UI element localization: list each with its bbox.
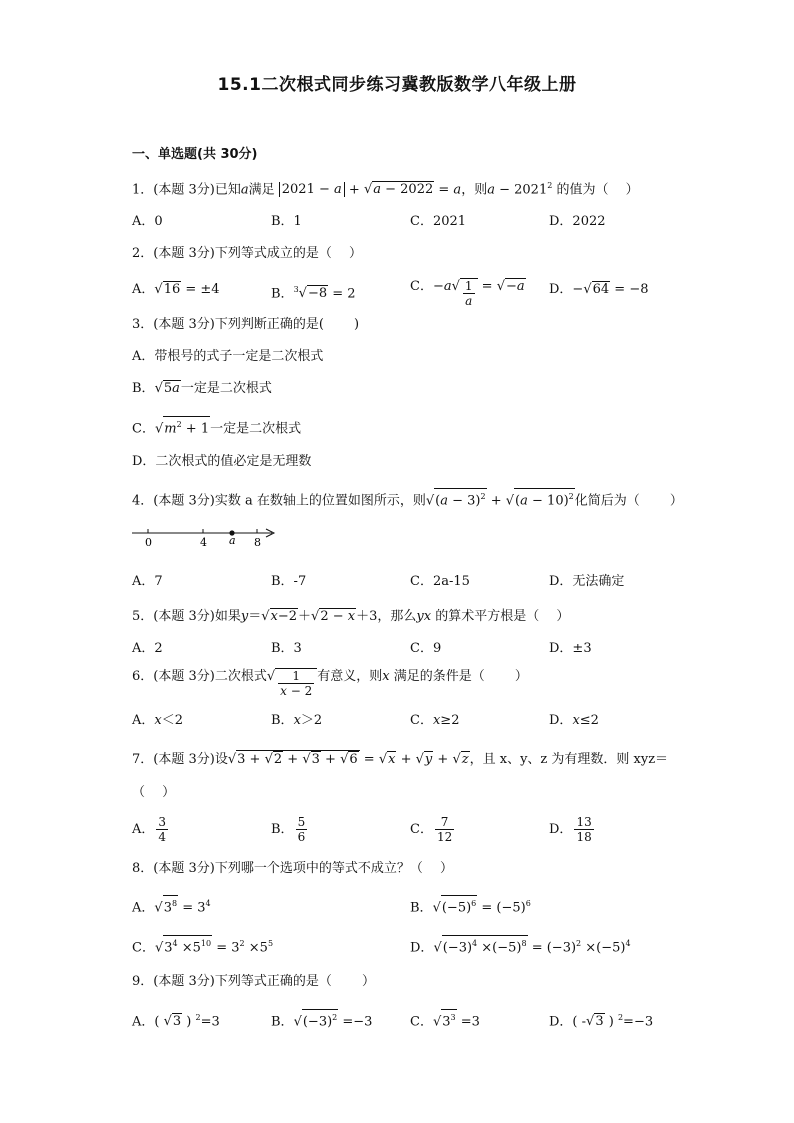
q3-option-d: D．二次根式的值必定是无理数	[132, 454, 312, 469]
question-7: 7．(本题 3分)设√3 + √2 + √3 + √6 = √x + √y + √z，且 x、y、z 为有理数．则 xyz＝	[132, 752, 669, 767]
tick-8: 8	[254, 536, 261, 549]
q8-option-a: A．$√3^8 = 3^4$	[132, 895, 211, 917]
q2-option-d: D．−√64 = −8	[549, 282, 649, 297]
question-7-blank: （ ）	[132, 785, 176, 800]
q5-option-d: D．±3	[549, 641, 592, 656]
q6-option-d: D．x≤2	[549, 713, 599, 728]
q9-option-d: D．( -√3 ) $^2$=−3	[549, 1013, 654, 1030]
number-line-figure	[128, 520, 288, 550]
q1-option-c: C．2021	[410, 214, 467, 229]
tick-4: 4	[200, 536, 207, 549]
q3-option-b: B．√5a一定是二次根式	[132, 381, 272, 396]
q9-option-b: B．$√(-3)^2 =-3$	[271, 1009, 372, 1031]
tick-0: 0	[145, 536, 152, 549]
q3-option-a: A．带根号的式子一定是二次根式	[132, 349, 324, 364]
q4-option-d: D．无法确定	[549, 574, 625, 589]
q2-option-a: A．√16 = ±4	[132, 282, 220, 297]
q1-option-a: A．0	[132, 214, 163, 229]
question-9: 9．(本题 3分)下列等式正确的是（ ）	[132, 974, 375, 989]
q7-option-d: D． $\frac{13}{18}$	[549, 815, 592, 844]
question-3: 3．(本题 3分)下列判断正确的是( )	[132, 317, 360, 332]
q2-option-c: C．−a√ $\frac{1}{a}$ = √−a	[410, 279, 525, 308]
q5-option-c: C．9	[410, 641, 442, 656]
question-1: 1．(本题 3分)已知a满足 2021 − a + √a − 2022 = a，则$a - 2021^2$ 的值为（ ）	[132, 181, 639, 198]
q8-option-b: B．$√(-5)^6 = (-5)^6$	[410, 895, 531, 917]
q2-option-b: B．$^3$√−8 = 2	[271, 285, 356, 302]
q8-option-d: D．$√(-3)^4 \times(-5)^8 = (-3)^2 \times(-5)^4$	[410, 935, 631, 957]
section-heading: 一、单选题(共 30分)	[132, 147, 258, 162]
q4-option-b: B．-7	[271, 574, 307, 589]
q5-option-b: B．3	[271, 641, 302, 656]
q7-option-c: C． $\frac{7}{12}$	[410, 815, 453, 844]
q5-option-a: A．2	[132, 641, 163, 656]
q9-option-a: A．( √3 ) $^2$=3	[132, 1013, 220, 1030]
q8-option-c: C．$√3^4 \times 5^{10} = 3^2 \times 5^5$	[132, 935, 273, 957]
q1-option-d: D．2022	[549, 214, 606, 229]
q6-option-c: C．x≥2	[410, 713, 460, 728]
question-6: 6．(本题 3分)二次根式√ $\frac{1}{x - 2}$ 有意义，则x 满足的条件是（ ）	[132, 669, 528, 698]
q3-option-c: C．$√m^2 + 1$一定是二次根式	[132, 416, 301, 438]
q1-option-b: B．1	[271, 214, 302, 229]
question-8: 8．(本题 3分)下列哪一个选项中的等式不成立？（ ）	[132, 861, 453, 876]
q7-option-a: A． $\frac{3}{4}$	[132, 815, 167, 844]
page-title: 15.1二次根式同步练习冀教版数学八年级上册	[217, 75, 577, 95]
q4-option-a: A．7	[132, 574, 163, 589]
q9-option-c: C．$√3^3 =3$	[410, 1009, 480, 1031]
q4-option-c: C．2a-15	[410, 574, 470, 589]
tick-a: a	[229, 534, 236, 547]
q6-option-a: A．x＜2	[132, 713, 184, 728]
question-4: 4．(本题 3分)实数 a 在数轴上的位置如图所示，则$√(a - 3)^2 + √(a - 10)^2$化简后为（ ）	[132, 488, 683, 510]
q7-option-b: B． $\frac{5}{6}$	[271, 815, 306, 844]
q6-option-b: B．x＞2	[271, 713, 323, 728]
question-5: 5．(本题 3分)如果y＝√x−2＋√2 − x＋3，那么yx 的算术平方根是（ ）	[132, 609, 570, 624]
question-2: 2．(本题 3分)下列等式成立的是（ ）	[132, 246, 362, 261]
